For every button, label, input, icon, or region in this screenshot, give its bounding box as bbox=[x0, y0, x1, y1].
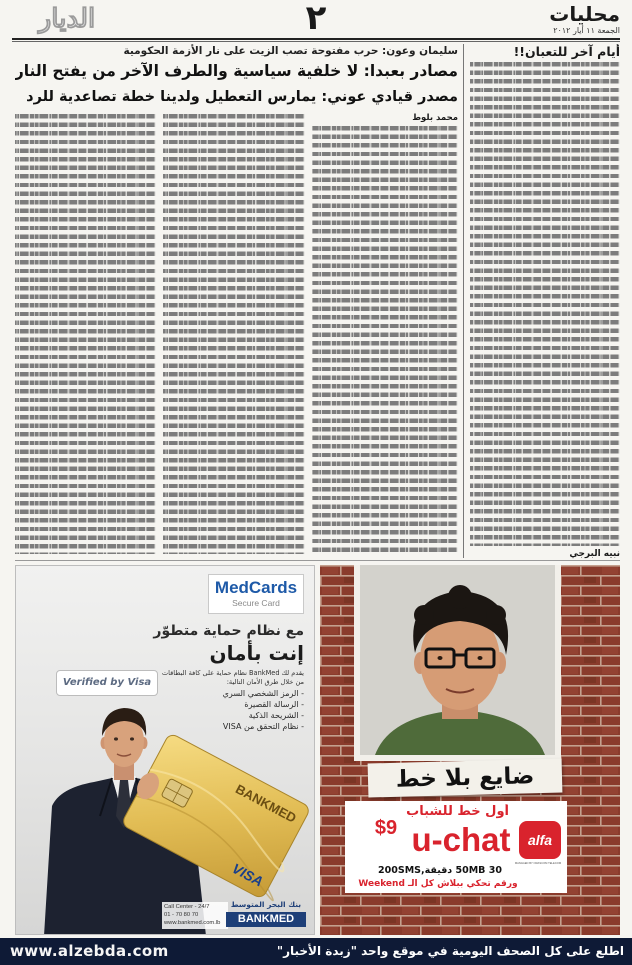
bankmed-intro-text: يقدم لك BankMed نظام حماية على كافة البطاقات من خلال طرق الأمان التالية: bbox=[161, 669, 304, 686]
article-kicker: سليمان وعون: حرب مفتوحة تصب الزيت على نار الأزمة الحكومية bbox=[123, 45, 458, 57]
bankmed-tagline-2: إنت بأمان bbox=[209, 641, 304, 665]
footer-message: اطلع على كل الصحف اليومية في موقع واحد "زبدة الأخبار" bbox=[276, 944, 624, 958]
medcards-brand: MedCards bbox=[214, 578, 298, 597]
weekend-offer: ورقم تحكي ببلاش كل الـ Weekend bbox=[358, 879, 518, 889]
alfa-uchat-advertisement bbox=[320, 565, 620, 935]
list-item: - الرمز الشخصي السري bbox=[222, 689, 304, 698]
opinion-title: أيام آخر للتعبان!! bbox=[513, 44, 620, 59]
bank-name-arabic: بنك البحر المتوسط bbox=[230, 900, 302, 909]
alfa-logo bbox=[519, 821, 561, 859]
call-center-label: Call Center - 24/7 bbox=[164, 904, 210, 910]
list-item: - الرسالة القصيرة bbox=[244, 700, 304, 709]
verified-by-visa-badge bbox=[56, 670, 158, 696]
offer-price: $9 bbox=[374, 817, 398, 839]
article-body-column-2 bbox=[163, 114, 305, 554]
ads-separator bbox=[15, 560, 620, 561]
header-rule bbox=[12, 38, 620, 42]
verified-by-visa-text: Verified by Visa bbox=[62, 677, 152, 688]
opinion-body-text bbox=[470, 62, 620, 546]
article-headline-line-2: مصدر قيادي عوني: يمارس التعطيل ولدينا خطة تصاعدية للرد bbox=[26, 89, 458, 105]
poster-slogan: ضايع بلا خط bbox=[368, 758, 563, 797]
alfa-logo-subtitle: MANAGED BY ORASCOM TELECOM bbox=[514, 862, 562, 865]
article-byline: محمد بلوط bbox=[412, 113, 458, 123]
list-item: - الشريحة الذكية bbox=[248, 711, 304, 720]
bankmed-logo bbox=[226, 900, 306, 930]
article-headline-line-1: مصادر بعبدا: لا خلفية سياسية والطرف الآخر من يفتح النار bbox=[15, 62, 458, 80]
medcards-subtitle: Secure Card bbox=[232, 598, 280, 608]
alfa-logo-text: alfa bbox=[527, 832, 553, 848]
column-divider bbox=[463, 44, 464, 558]
card-bank-name: BANKMED bbox=[233, 781, 299, 826]
call-center-number: 01 - 70 80 70 bbox=[164, 912, 199, 918]
list-item: - نظام التحقق من VISA bbox=[222, 722, 304, 731]
bundle-details: 50MB 30 دقيقة,200SMS bbox=[378, 865, 502, 876]
footer-banner bbox=[0, 938, 632, 965]
footer-website: www.alzebda.com bbox=[10, 942, 169, 960]
opinion-author: نبيه البرجي bbox=[569, 549, 620, 559]
young-man-poster-photo bbox=[354, 565, 561, 761]
card-network-logo: VISA bbox=[229, 860, 266, 890]
article-body-column-1 bbox=[312, 126, 458, 554]
bankmed-tagline-1: مع نظام حماية متطوّر bbox=[153, 623, 304, 639]
uchat-logo: u-chat bbox=[411, 821, 511, 858]
bank-name-english: BANKMED bbox=[226, 912, 306, 927]
page-number: ٢ bbox=[305, 0, 327, 38]
section-title: محليات bbox=[549, 2, 620, 26]
newspaper-logo: الديار bbox=[38, 4, 96, 34]
bankmed-contact-info bbox=[162, 902, 228, 929]
uchat-offer-panel bbox=[345, 801, 567, 893]
medcards-logo bbox=[208, 574, 304, 614]
offer-title: أول خط للشباب bbox=[406, 804, 509, 819]
bankmed-feature-list bbox=[159, 688, 304, 732]
article-body-column-3 bbox=[15, 114, 156, 554]
bankmed-advertisement bbox=[15, 565, 315, 935]
bankmed-website: www.bankmed.com.lb bbox=[164, 920, 221, 926]
issue-date: الجمعة ١١ أيار ٢٠١٢ bbox=[553, 26, 620, 35]
